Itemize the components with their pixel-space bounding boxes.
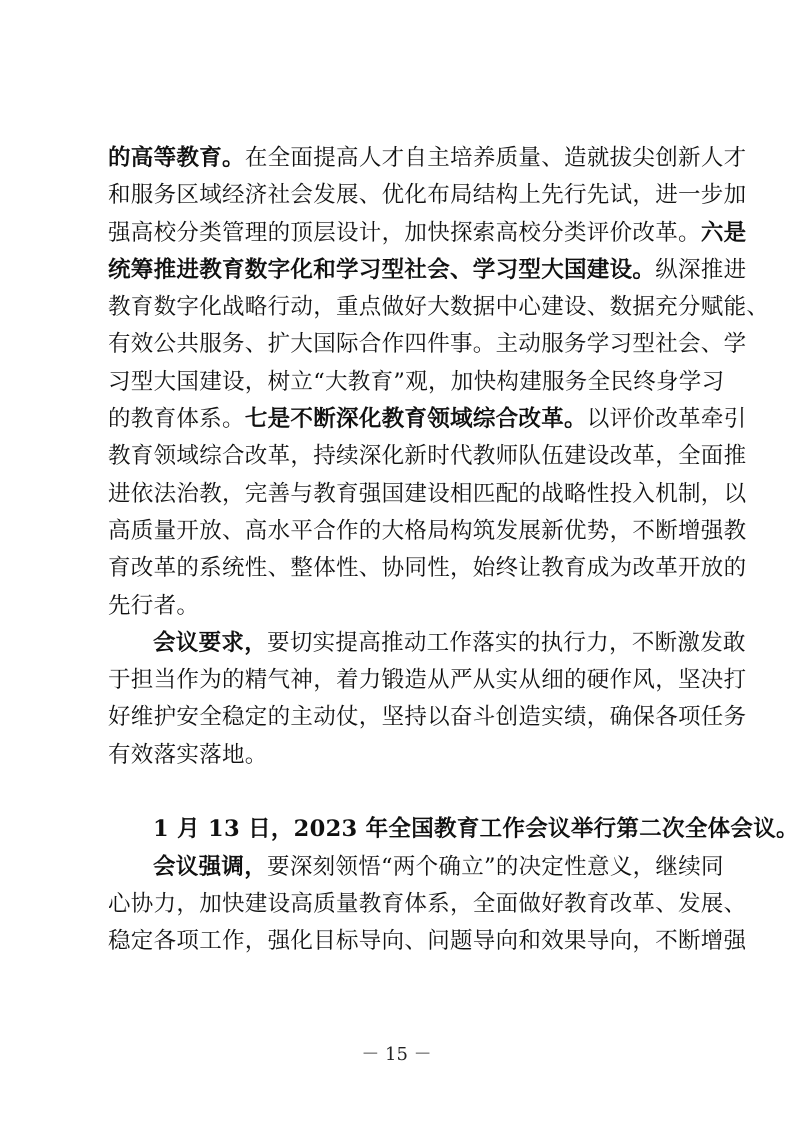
text-line	[108, 364, 725, 401]
text-line	[108, 140, 747, 177]
document-body	[108, 140, 799, 961]
text-line	[108, 326, 747, 363]
text-run: 的教育体系。	[108, 406, 245, 433]
text-run: 育改革的系统性、整体性、协同性，始终让教育成为改革开放的	[108, 555, 747, 582]
text-run: 高质量开放、高水平合作的大格局构筑发展新优势，不断增强教	[108, 517, 747, 544]
text-line	[108, 662, 747, 699]
text-line	[108, 438, 747, 475]
text-line	[108, 289, 770, 326]
text-line	[108, 737, 688, 774]
bold-phrase: 会议强调，	[153, 853, 268, 880]
text-line	[108, 849, 724, 886]
text-line	[108, 513, 747, 550]
text-run: 先行者。	[108, 592, 200, 619]
text-run: 要切实提高推动工作落实的执行力，不断激发敢	[267, 629, 746, 656]
text-line	[108, 401, 747, 438]
bold-phrase: 统筹推进教育数字化和学习型社会、学习型大国建设。	[108, 256, 656, 283]
text-line	[108, 699, 747, 736]
text-line	[108, 215, 747, 252]
text-run: 教育数字化战略行动，重点做好大数据中心建设、数据充分赋能、	[108, 294, 770, 321]
text-run: 在全面提高人才自主培养质量、造就拔尖创新人才	[244, 145, 747, 171]
text-run: 教育领域综合改革，持续深化新时代教师队伍建设改革，全面推	[108, 443, 747, 470]
bold-phrase: 会议要求，	[153, 629, 268, 656]
section-heading: 1 月 13 日，2023 年全国教育工作会议举行第二次全体会议。	[153, 816, 799, 843]
text-run: 要深刻领悟“两个确立”的决定性意义，继续同	[267, 853, 724, 880]
text-run: 有效落实落地。	[108, 741, 268, 768]
text-line	[108, 252, 747, 289]
text-run: 进依法治教，完善与教育强国建设相匹配的战略性投入机制，以	[108, 480, 747, 507]
bold-phrase: 的高等教育。	[108, 145, 245, 171]
bold-phrase: 七是不断深化教育领域综合改革。	[244, 406, 587, 433]
text-line	[108, 476, 747, 513]
text-run: 稳定各项工作，强化目标导向、问题导向和效果导向，不断增强	[108, 928, 747, 955]
text-run: 习型大国建设，树立“大教育”观，加快构建服务全民终身学习	[108, 368, 725, 395]
text-run: 强高校分类管理的顶层设计，加快探索高校分类评价改革。	[108, 219, 701, 246]
text-line	[108, 625, 746, 662]
text-run: 有效公共服务、扩大国际合作四件事。主动服务学习型社会、学	[108, 331, 747, 358]
text-run: 好维护安全稳定的主动仗，坚持以奋斗创造实绩，确保各项任务	[108, 704, 747, 731]
text-line	[108, 886, 747, 923]
text-run: 以评价改革牵引	[586, 406, 747, 433]
paragraph-meeting-emphasis	[108, 849, 747, 961]
page-number: － 15 －	[361, 1044, 432, 1065]
text-line	[108, 588, 688, 625]
text-run: 心协力，加快建设高质量教育体系，全面做好教育改革、发展、	[108, 890, 747, 917]
text-run: 于担当作为的精气神，着力锻造从严从实从细的硬作风，坚决打	[108, 667, 747, 694]
text-line	[108, 177, 747, 214]
paragraph-meeting-requirements	[108, 625, 747, 774]
paragraph-education-reform	[108, 140, 770, 625]
text-line	[108, 923, 747, 960]
text-run: 纵深推进	[655, 256, 747, 283]
paragraph-gap	[108, 774, 688, 811]
text-line	[108, 550, 747, 587]
bold-phrase: 六是	[700, 219, 747, 246]
text-run: 和服务区域经济社会发展、优化布局结构上先行先试，进一步加	[108, 182, 747, 209]
